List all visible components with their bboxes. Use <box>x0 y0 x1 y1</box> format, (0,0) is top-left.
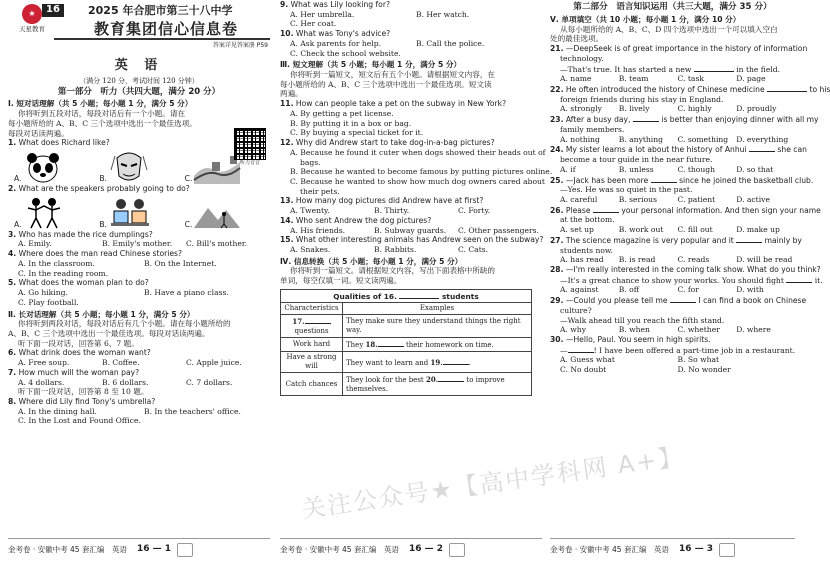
qr-caption: 听力音音 <box>239 160 260 166</box>
section-5-instructions-2: 处的最佳选项。 <box>550 34 604 44</box>
question-11: 11. How can people take a pet on the subway in New York? <box>280 99 507 109</box>
option-26d[interactable]: D. make up <box>736 225 780 235</box>
section-2-listen-2: 听下面一段对话，回答第 8 至 10 题。 <box>18 387 149 397</box>
table-title: Qualities of 16. students <box>281 289 532 302</box>
question-23: 23. After a busy day, is better than enjoying dinner with all my <box>550 115 819 125</box>
cell-characteristic-3: Have a strong will <box>281 352 343 373</box>
option-2c[interactable]: C. <box>185 200 270 230</box>
exam-title-line2: 教育集团信心信息卷 <box>94 20 239 38</box>
footer-icon <box>177 543 193 557</box>
option-9b[interactable]: B. Her watch. <box>416 9 470 19</box>
question-15: 15. What other interesting animals has Andrew seen on the subway? <box>280 235 544 245</box>
blank-26[interactable] <box>593 205 619 213</box>
option-12a[interactable] <box>280 147 546 167</box>
section-3-instructions: 你将听到一篇短文，短文后有五个小题。请根据短文内容，在 <box>290 70 496 80</box>
question-21-options <box>550 74 795 84</box>
option-23d[interactable]: D. everything <box>736 134 789 144</box>
option-15c[interactable]: C. Cats. <box>458 244 489 254</box>
question-25-options <box>550 195 795 205</box>
option-27c[interactable]: C. reads <box>677 255 710 265</box>
option-3a[interactable]: A. Emily. <box>18 239 52 249</box>
option-12c-line2: their pets. <box>300 186 340 196</box>
option-28d[interactable]: D. with <box>736 285 764 295</box>
option-6a[interactable]: A. Free soup. <box>18 358 70 368</box>
hiking-icon <box>194 200 240 230</box>
question-24-options <box>550 165 795 175</box>
blank-28[interactable] <box>786 275 812 283</box>
option-21c[interactable]: C. task <box>677 74 704 84</box>
option-30c[interactable]: C. No doubt <box>560 365 607 375</box>
option-13c[interactable]: C. Forty. <box>458 206 491 216</box>
section-5-title: Ⅴ. 单项填空（共 10 小题；每小题 1 分，满分 10 分） <box>550 15 741 24</box>
question-8: 8. Where did Lily find Tony's umbrella? <box>8 396 156 406</box>
question-26: 26. Please your personal information. And then sign your name <box>550 205 821 215</box>
section-2-instructions-2: A、B、C 三个选项中选出一个最佳选项。每段对话读两遍。 <box>8 328 210 338</box>
section-1-instructions: 你将听到五段对话，每段对话后有一个小题。请在 <box>18 109 186 119</box>
option-23c[interactable]: C. something <box>677 134 729 144</box>
cell-example-3: They want to learn and 19. . <box>343 352 532 373</box>
option-15b[interactable]: B. Rabbits. <box>374 244 417 254</box>
blank-16[interactable] <box>399 291 439 299</box>
option-7c[interactable]: C. 7 dollars. <box>186 377 233 387</box>
option-1c[interactable]: C. <box>185 154 270 184</box>
footer-icon <box>719 543 735 557</box>
section-1-title: Ⅰ. 短对话理解（共 5 小题；每小题 1 分，满分 5 分） <box>8 99 193 109</box>
question-27-line2: students now. <box>560 245 613 255</box>
option-7b[interactable]: B. 6 dollars. <box>102 377 149 387</box>
footer-text: 金考卷 · 安徽中考 45 套汇编 英语 <box>8 544 127 554</box>
option-12b[interactable]: B. Because he wanted to become famous by putting pictures online. <box>290 167 553 177</box>
footer-page-number: 16 — 1 <box>136 543 172 554</box>
option-14b[interactable]: B. Subway guards. <box>374 225 447 235</box>
question-22: 22. He often introduced the history of Chinese medicine to his <box>550 85 830 95</box>
part2-heading: 第二部分 语言知识运用（共三大题，满分 35 分） <box>573 2 772 12</box>
question-22-options <box>550 104 795 114</box>
option-29a[interactable]: A. why <box>560 325 586 335</box>
option-12a-line2: bags. <box>300 157 321 167</box>
question-2-pictures <box>8 194 270 230</box>
question-9-options <box>280 10 542 20</box>
option-24d[interactable]: D. so that <box>736 164 774 174</box>
option-25b[interactable]: B. serious <box>618 194 657 204</box>
option-24b[interactable]: B. unless <box>618 164 654 174</box>
footer-text: 金考卷 · 安徽中考 45 套汇编 英语 <box>550 544 669 554</box>
table-row <box>281 352 532 373</box>
blank-19[interactable] <box>443 357 469 365</box>
option-24c[interactable]: C. though <box>677 164 716 174</box>
option-8c[interactable]: C. In the Lost and Found Office. <box>18 416 141 426</box>
question-5: 5. What does the woman plan to do? <box>8 278 149 288</box>
option-3c[interactable]: C. Bill's mother. <box>186 239 248 249</box>
option-2a[interactable]: A. <box>14 196 99 230</box>
exam-meta: （满分 120 分，考试时间 120 分钟） <box>79 76 199 85</box>
question-29-line3: —Walk ahead till you reach the fifth stand. <box>560 315 725 325</box>
option-28b[interactable]: B. off <box>618 285 640 295</box>
page-column-3 <box>550 0 830 569</box>
header-rule <box>54 38 270 40</box>
question-7: 7. How much will the woman pay? <box>8 367 140 377</box>
option-1a[interactable]: A. <box>14 150 99 184</box>
option-6c[interactable]: C. Apple juice. <box>186 358 242 368</box>
question-3: 3. Who has made the rice dumplings? <box>8 229 153 239</box>
option-30d[interactable]: D. No wonder <box>677 365 731 375</box>
blank-22[interactable] <box>767 84 807 92</box>
dancing-icon <box>23 196 65 230</box>
option-23b[interactable]: B. anything <box>618 134 663 144</box>
option-9c[interactable]: C. Her coat. <box>290 19 337 29</box>
watermark: 关注公众号★【高中学科网 A+】 <box>299 442 686 524</box>
subject-title: 英 语 <box>114 58 164 73</box>
option-12a-line1: A. Because he found it cuter when dogs showed their heads out of <box>290 147 546 157</box>
blank-18[interactable] <box>378 339 404 347</box>
question-23-line2: family members. <box>560 124 625 134</box>
cell-example-2: They 18. their homework on time. <box>343 338 532 352</box>
page-footer-2 <box>280 538 542 558</box>
option-8a[interactable]: A. In the dining hall. <box>18 406 97 416</box>
question-15-options <box>280 245 542 255</box>
blank-24[interactable] <box>749 144 775 152</box>
option-25a[interactable]: A. careful <box>560 194 598 204</box>
option-23a[interactable]: A. nothing <box>560 134 600 144</box>
section-4-instructions-2: 单词，每空仅填一词。短文读两遍。 <box>280 276 402 286</box>
page-column-1 <box>8 0 270 569</box>
blank-30[interactable] <box>568 345 594 353</box>
qr-code-block <box>232 128 268 166</box>
question-21: 21. —DeepSeek is of great importance in the history of information <box>550 44 808 54</box>
question-30: 30. —Hello, Paul. You seem in high spirits. <box>550 335 711 344</box>
question-28: 28. —I'm really interested in the coming talk show. What do you think? <box>550 264 821 274</box>
question-13-options <box>280 206 542 216</box>
question-27: 27. The science magazine is very popular and it mainly by <box>550 235 802 245</box>
section-3-instructions-3: 两遍。 <box>280 89 303 99</box>
question-1: 1. What does Richard like? <box>8 138 110 148</box>
option-13a[interactable]: A. Twenty. <box>290 206 330 216</box>
question-28-line2: —It's a great chance to show your works. You should fight it. <box>560 275 823 285</box>
logo-disc-icon: ★ <box>22 4 42 24</box>
option-26b[interactable]: B. work out <box>618 225 664 235</box>
question-9: 9. What was Lily looking for? <box>280 0 390 9</box>
option-25c[interactable]: C. patient <box>677 194 716 204</box>
question-5-options <box>8 288 270 298</box>
part1-heading: 第一部分 听力（共四大题，满分 20 分） <box>57 86 221 97</box>
question-1-pictures <box>8 148 270 184</box>
blank-21[interactable] <box>694 64 734 72</box>
option-25d[interactable]: D. active <box>736 194 770 204</box>
blank-27[interactable] <box>736 235 762 243</box>
option-22d[interactable]: D. proudly <box>736 104 777 114</box>
cell-example-1: They make sure they understand things the right way. <box>343 315 532 338</box>
option-5c[interactable]: C. Play football. <box>18 297 79 307</box>
question-21-line3: —That's true. It has started a new in the field. <box>560 64 781 74</box>
cell-17: 17. questions <box>281 315 343 338</box>
table-row <box>281 338 532 352</box>
option-22a[interactable]: A. strongly <box>560 104 602 114</box>
answer-reference: 答案详见答案册 P59 <box>212 42 268 49</box>
table-row <box>281 315 532 338</box>
footer-icon <box>449 543 465 557</box>
question-6-options <box>8 358 270 368</box>
section-4-title: Ⅳ. 信息转换（共 5 小题；每小题 1 分，满分 5 分） <box>280 256 463 266</box>
blank-20[interactable] <box>438 374 464 382</box>
question-24: 24. My sister learns a lot about the history of Anhui she can <box>550 145 807 155</box>
option-28c[interactable]: C. for <box>677 285 699 295</box>
option-30b[interactable]: B. So what <box>677 355 720 365</box>
option-27b[interactable]: B. is read <box>618 255 656 265</box>
page-footer-3 <box>550 538 795 558</box>
blank-29[interactable] <box>670 295 696 303</box>
option-13b[interactable]: B. Thirty. <box>374 206 410 216</box>
option-15a[interactable]: A. Snakes. <box>290 244 331 254</box>
option-26a[interactable]: A. set up <box>560 225 594 235</box>
option-28a[interactable]: A. against <box>560 285 599 295</box>
table-row <box>281 373 532 396</box>
option-4b[interactable]: B. On the Internet. <box>144 258 217 268</box>
option-1b[interactable]: B. <box>99 150 184 184</box>
question-25-line2: —Yes. He was so quiet in the past. <box>560 185 693 195</box>
option-27d[interactable]: D. will be read <box>736 255 793 265</box>
option-4c[interactable]: C. In the reading room. <box>18 268 109 278</box>
section-1-instructions-3: 每段对话读两遍。 <box>8 128 69 138</box>
question-12: 12. Why did Andrew start to take dog-in-a-bag pictures? <box>280 138 495 148</box>
section-3-title: Ⅲ. 短文理解（共 5 小题；每小题 1 分，满分 5 分） <box>280 60 462 70</box>
question-4-options <box>8 259 270 269</box>
option-26c[interactable]: C. fill out <box>677 225 713 235</box>
option-21b[interactable]: B. team <box>618 74 649 84</box>
question-6: 6. What drink does the woman want? <box>8 348 151 358</box>
option-6b[interactable]: B. Coffee. <box>102 358 140 368</box>
option-30a[interactable]: A. Guess what <box>560 355 615 365</box>
question-7-options <box>8 378 270 388</box>
info-table <box>280 289 532 396</box>
question-29-options <box>550 325 795 335</box>
question-2: 2. What are the speakers probably going to do? <box>8 184 190 194</box>
question-14: 14. Who sent Andrew the dog pictures? <box>280 215 432 225</box>
option-10b[interactable]: B. Call the police. <box>416 38 485 48</box>
section-3-instructions-2: 每小题所给的 A、B、C 三个选项中选出一个最佳选项。短文读 <box>280 79 492 89</box>
option-29d[interactable]: D. where <box>736 325 771 335</box>
cell-example-4: They look for the best 20. to improve themselves. <box>343 373 532 396</box>
option-29b[interactable]: B. when <box>618 325 650 335</box>
option-8b[interactable]: B. In the teachers' office. <box>144 406 241 416</box>
option-24a[interactable]: A. if <box>560 164 576 174</box>
question-28-options <box>550 285 795 295</box>
footer-text: 金考卷 · 安徽中考 45 套汇编 英语 <box>280 544 399 554</box>
panda-icon <box>23 150 63 184</box>
question-22-line2: foreign friends during his stay in England. <box>560 94 724 104</box>
paper-number-badge: 16 <box>42 4 64 17</box>
option-5b[interactable]: B. Have a piano class. <box>144 288 229 298</box>
option-5a[interactable]: A. Go hiking. <box>18 288 68 298</box>
qr-code-icon <box>234 128 266 160</box>
reading-icon <box>109 196 151 230</box>
question-30-line2: — ! I have been offered a part-time job in a restaurant. <box>560 345 796 355</box>
table-header-examples: Examples <box>343 303 532 315</box>
question-21-line2: technology. <box>560 53 604 63</box>
option-11c[interactable]: C. By buying a special ticket for it. <box>290 128 424 138</box>
table-header-characteristics: Characteristics <box>281 303 343 315</box>
page-header <box>8 0 270 52</box>
option-10c[interactable]: C. Check the school website. <box>290 48 401 58</box>
option-9a[interactable]: A. Her umbrella. <box>290 9 355 19</box>
question-27-options <box>550 255 795 265</box>
option-21a[interactable]: A. name <box>560 74 592 84</box>
question-29-line2: culture? <box>560 305 592 315</box>
option-12c[interactable] <box>280 176 545 196</box>
logo-text: 天星教育 <box>19 25 45 33</box>
question-8-options <box>8 407 270 417</box>
option-14a[interactable]: A. His friends. <box>290 225 346 235</box>
blank-23[interactable] <box>633 114 659 122</box>
option-10a[interactable]: A. Ask parents for help. <box>290 38 381 48</box>
section-2-instructions: 你将听到两段对话，每段对话后有几个小题。请在每小题所给的 <box>18 319 231 329</box>
section-2-listen-1: 听下面一段对话，回答第 6、7 题。 <box>18 338 139 348</box>
question-13: 13. How many dog pictures did Andrew have at first? <box>280 196 484 206</box>
question-10-options <box>280 39 542 49</box>
question-3-options <box>8 239 270 249</box>
question-4: 4. Where does the man read Chinese stories? <box>8 249 183 259</box>
footer-page-number: 16 — 3 <box>678 543 714 554</box>
section-4-instructions: 你将听到一篇短文。请根据短文内容，写出下面表格中所缺的 <box>290 266 496 276</box>
blank-17[interactable] <box>305 316 331 324</box>
section-5-instructions: 从每小题所给的 A、B、C、D 四个选项中选出一个可以填入空白 <box>560 24 778 34</box>
blank-25[interactable] <box>651 175 677 183</box>
exam-title-line1: 2025 年合肥市第三十八中学 <box>88 4 233 17</box>
question-26-line2: at the bottom. <box>560 215 615 225</box>
option-12c-line1: C. Because he wanted to show how much dog owners cared about <box>290 176 545 186</box>
section-1-instructions-2: 每小题所给的 A、B、C 三个选项中选出一个最佳选项。 <box>8 118 197 128</box>
opera-mask-icon <box>109 150 149 184</box>
option-11b[interactable]: B. By putting it in a box or bag. <box>290 118 412 128</box>
option-22c[interactable]: C. highly <box>677 104 712 114</box>
option-21d[interactable]: D. page <box>736 74 766 84</box>
page-column-2 <box>280 0 553 569</box>
question-14-options <box>280 226 542 236</box>
question-10: 10. What was Tony's advice? <box>280 29 391 39</box>
question-26-options <box>550 225 795 235</box>
cell-characteristic-2: Work hard <box>281 338 343 352</box>
option-29c[interactable]: C. whether <box>677 325 720 335</box>
option-7a[interactable]: A. 4 dollars. <box>18 377 65 387</box>
question-23-options <box>550 135 795 145</box>
cell-characteristic-4: Catch chances <box>281 373 343 396</box>
question-30-options-cd <box>550 365 795 375</box>
page-footer-1 <box>8 538 270 558</box>
section-2-title: Ⅱ. 长对话理解（共 5 小题；每小题 1 分，满分 5 分） <box>8 309 195 319</box>
option-3b[interactable]: B. Emily's mother. <box>102 239 173 249</box>
option-22b[interactable]: B. lively <box>618 104 650 114</box>
option-11a[interactable]: A. By getting a pet license. <box>290 108 394 118</box>
question-24-line2: become a tour guide in the near future. <box>560 155 713 165</box>
option-27a[interactable]: A. has read <box>560 255 604 265</box>
footer-page-number: 16 — 2 <box>408 543 444 554</box>
option-4a[interactable]: A. In the classroom. <box>18 258 95 268</box>
option-14c[interactable]: C. Other passengers. <box>458 225 539 235</box>
option-2b[interactable]: B. <box>99 196 184 230</box>
question-25: 25. —Jack has been more since he joined the basketball club. <box>550 175 814 185</box>
question-29: 29. —Could you please tell me I can find a book on Chinese <box>550 296 807 306</box>
question-30-options-ab <box>550 355 795 365</box>
